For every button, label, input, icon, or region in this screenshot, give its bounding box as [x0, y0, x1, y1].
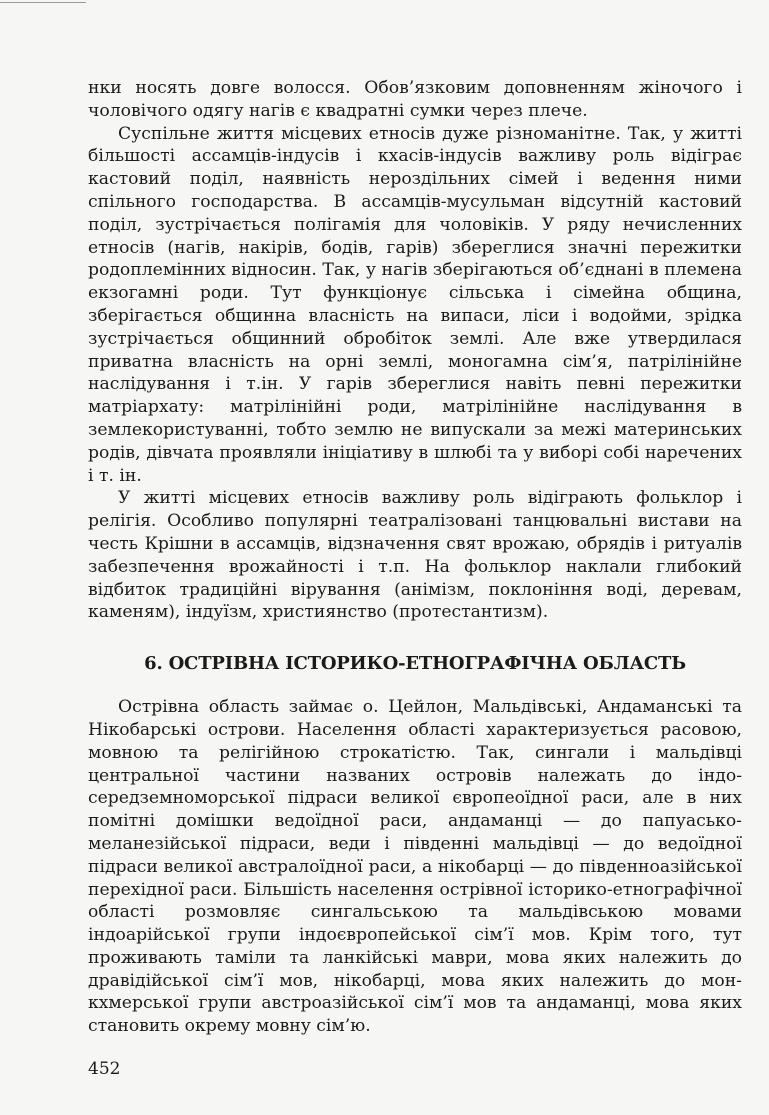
- paragraph-island-region: Острівна область займає о. Цейлон, Мальдівські, Андаманські та Нікобарські острови. Населення області характеризується расовою, мовною та релігійною строкатістю. Так, сингали і мальдівці центральної частини названих островів належать до індо-середземноморської підраси великої європеоїдної раси, але в них помітні домішки ведоїдної раси, андаманці — до папуасько-меланезійської підраси, веди і південні мальдівці — до ведоїдної підраси великої австралоїдної раси, а нікобарці — до південноазійської перехідної раси. Більшість населення острівної історико-етнографічної області розмовляє сингальською та мальдівською мовами індоарійської групи індоєвропейської сім’ї мов. Крім того, тут проживають таміли та ланкійські маври, мова яких належить до дравідійської сім’ї мов, нікобарці, мова яких належить до мон-кхмерської групи австроазійської сім’ї мов та андаманці, мова яких становить окрему мовну сім’ю.: [88, 697, 742, 1037]
- page-body: [88, 77, 742, 1038]
- paragraph-social-life: Суспільне життя місцевих етносів дуже різноманітне. Так, у житті більшості ассамців-індусів і кхасів-індусів важливу роль відіграє кастовий поділ, наявність нероздільних сімей і ведення ними спільного господарства. В ассамців-мусульман відсутній кастовий поділ, зустрічається полігамія для чоловіків. У ряду нечисленних етносів (нагів, накірів, бодів, гарів) збереглися значні пережитки родоплемінних відносин. Так, у нагів зберігаються об’єднані в племена екзогамні роди. Тут функціонує сільська і сімейна община, зберігається общинна власність на випаси, ліси і водойми, зрідка зустрічається общинний обробіток землі. Але вже утвердилася приватна власність на орні землі, моногамна сім’я, патрілінійне наслідування і т.ін. У гарів збереглися навіть певні пережитки матріархату: матрілінійні роди, матрілінійне наслідування в землекористуванні, тобто землю не випускали за межі материнських родів, дівчата проявляли ініціативу в шлюбі та у виборі собі наречених і т. ін.: [88, 123, 742, 486]
- paragraph-continued: нки носять довге волосся. Обов’язковим доповненням жіночого і чоловічого одягу нагів є квадратні сумки через плече.: [88, 78, 742, 121]
- scan-edge-line: [0, 2, 86, 3]
- page-number: 452: [88, 1059, 121, 1079]
- section-heading: 6. ОСТРІВНА ІСТОРИКО-ЕТНОГРАФІЧНА ОБЛАСТЬ: [144, 653, 686, 675]
- paragraph-folklore: У житті місцевих етносів важливу роль відіграють фольклор і релігія. Особливо популярні театралізовані танцювальні вистави на честь Крішни в ассамців, відзначення свят врожаю, обрядів і ритуалів забезпечення врожайності і т.п. На фольклор наклали глибокий відбиток традиційні вірування (анімізм, поклоніння воді, деревам, каменям), індуїзм, християнство (протестантизм).: [88, 488, 742, 623]
